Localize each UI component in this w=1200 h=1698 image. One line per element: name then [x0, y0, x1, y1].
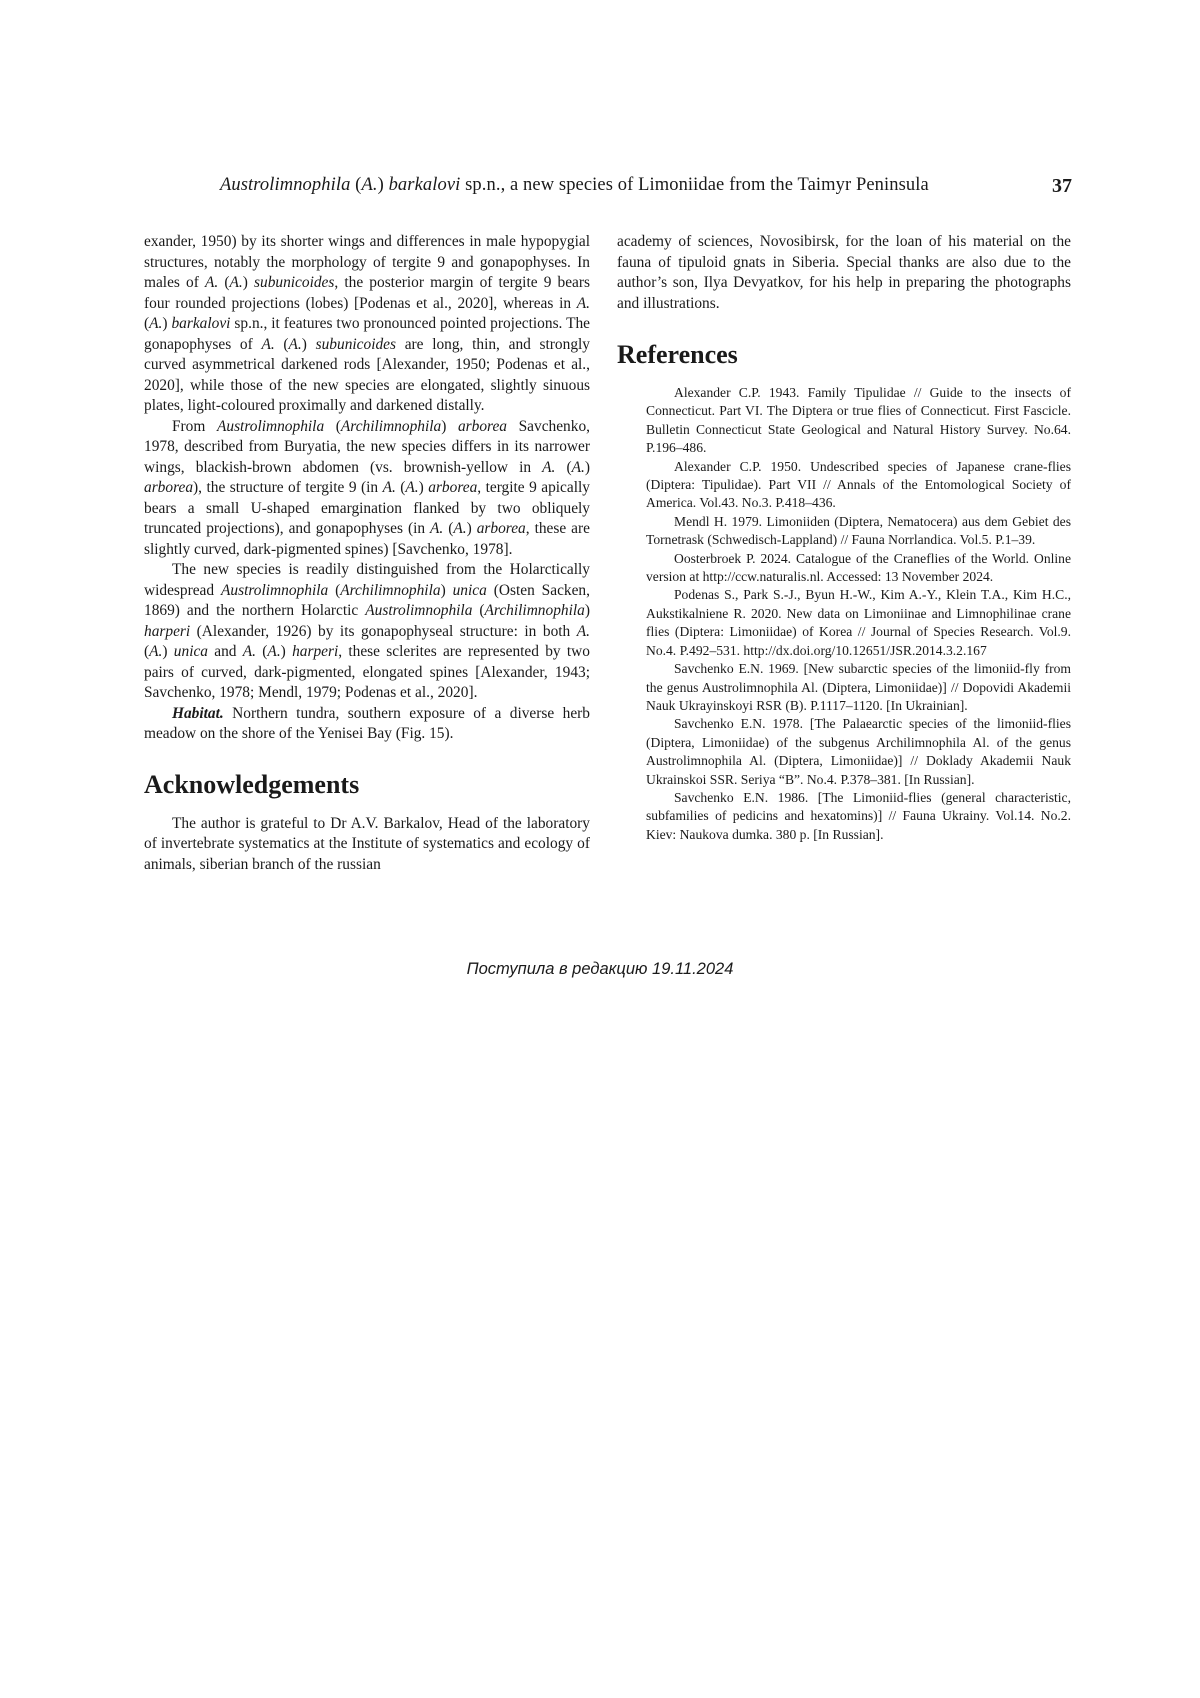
reference-item: Oosterbroek P. 2024. Catalogue of the Craneflies of the World. Online version at http://ccw.naturalis.nl. Accessed: 13 November 2024.	[646, 550, 1071, 585]
reference-item: Alexander C.P. 1943. Family Tipulidae // Guide to the insects of Connecticut. Part VI. The Diptera or true flies of Connecticut. First Fascicle. Bulletin Connecticut State Geological and Natural History Survey. No.64. P.196–486.	[646, 385, 1071, 456]
reference-item: Alexander C.P. 1950. Undescribed species of Japanese crane-flies (Diptera: Tipulidae). Part VII // Annals of the Entomological Society of America. Vol.43. No.3. P.418–436.	[646, 458, 1071, 511]
reference-item: Savchenko E.N. 1969. [New subarctic species of the limoniid-fly from the genus Austrolimnophila Al. (Diptera, Limoniidae)] // Dopovidi Akademii Nauk Ukrayinskoyi RSR (B). P.1117–1120. [In Ukrainian].	[646, 661, 1071, 713]
paragraph-habitat: Habitat. Northern tundra, southern exposure of a diverse herb meadow on the shore of the Yenisei Bay (Fig. 15).	[144, 704, 590, 742]
reference-item: Savchenko E.N. 1986. [The Limoniid-flies (general characteristic, subfamilies of pedicins and hexatomins)] // Fauna Ukrainy. Vol.14. No.2. Kiev: Naukova dumka. 380 p. [In Russian].	[646, 789, 1071, 842]
references-heading: References	[617, 340, 738, 369]
reference-item: Savchenko E.N. 1978. [The Palaearctic species of the limoniid-flies (Diptera, Limoniidae) of the subgenus Archilimnophila Al. of the genus Austrolimnophila Al. (Diptera, Limoniidae)] // Doklady Akademii Nauk Ukrainskoi SSR. Seriya “B”. No.4. P.378–381. [In Russian].	[646, 716, 1071, 787]
acknowledgements-text: The author is grateful to Dr A.V. Barkalov, Head of the laboratory of invertebrate systematics at the Institute of systematics and ecology of animals, siberian branch of the russian	[144, 814, 590, 873]
paragraph-comparison-arborea: From Austrolimnophila (Archilimnophila) arborea Savchenko, 1978, described from Buryatia, the new species differs in its narrower wings, blackish-brown abdomen (vs. brownish-yellow in A. (A.) arborea), the structure of tergite 9 (in A. (A.) arborea, tergite 9 apically bears a small U-shaped emargination flanked by two obliquely truncated projections), and gonapophyses (in A. (A.) arborea, these are slightly curved, dark-pigmented spines) [Savchenko, 1978].	[144, 417, 590, 558]
running-title-rest: sp.n., a new species of Limoniidae from the Taimyr Peninsula	[465, 175, 929, 195]
running-title-species: barkalovi	[388, 175, 461, 195]
reference-item: Podenas S., Park S.-J., Byun H.-W., Kim A.-Y., Klein T.A., Kim H.C., Aukstikalniene R. 2020. New data on Limoniinae and Limnophilinae crane flies (Diptera: Limoniidae) of Korea // Journal of Species Research. Vol.9. No.4. P.492–531. http://dx.doi.org/10.12651/JSR.2014.3.2.167	[646, 587, 1071, 658]
right-column	[617, 232, 1071, 844]
running-title-genus: Austrolimnophila	[220, 175, 351, 195]
running-title-subgenus: A.	[361, 175, 378, 195]
paragraph-comparison-unica-harperi: The new species is readily distinguished from the Holarctically widespread Austrolimnophila (Archilimnophila) unica (Osten Sacken, 1869) and the northern Holarctic Austrolimnophila (Archilimnophila) harperi (Alexander, 1926) by its gonapophyseal structure: in both A. (A.) unica and A. (A.) harperi, these sclerites are represented by two pairs of curved, dark-pigmented, elongated spines [Alexander, 1943; Savchenko, 1978; Mendl, 1979; Podenas et al., 2020].	[144, 561, 590, 701]
acknowledgements-heading: Acknowledgements	[144, 769, 360, 799]
running-header	[144, 175, 1072, 205]
habitat-label: Habitat.	[172, 704, 224, 722]
page-number: 37	[1052, 175, 1072, 197]
running-title: Austrolimnophila (A.) barkalovi sp.n., a new species of Limoniidae from the Taimyr Peninsula	[220, 175, 929, 195]
paragraph-comparison-subunicoides: exander, 1950) by its shorter wings and differences in male hypopygial structures, notably the morphology of tergite 9 and gonapophyses. In males of A. (A.) subunicoides, the posterior margin of tergite 9 bears four rounded projections (lobes) [Podenas et al., 2020], whereas in A. (A.) barkalovi sp.n., it features two pronounced pointed projections. The gonapophyses of A. (A.) subunicoides are long, thin, and strongly curved asymmetrical darkened rods [Alexander, 1950; Podenas et al., 2020], while those of the new species are elongated, slightly sinuous plates, light-coloured proximally and darkened distally.	[144, 233, 590, 414]
reference-item: Mendl H. 1979. Limoniiden (Diptera, Nematocera) aus dem Gebiet des Tornetrask (Schwedisch-Lappland) // Fauna Norrlandica. Vol.5. P.1–39.	[646, 513, 1071, 548]
reference-list	[617, 384, 1071, 844]
received-date: Поступила в редакцию 19.11.2024	[466, 960, 734, 978]
acknowledgements-continuation: academy of sciences, Novosibirsk, for the loan of his material on the fauna of tipuloid gnats in Siberia. Special thanks are also due to the author’s son, Ilya Devyatkov, for his help in preparing the photographs and illustrations.	[617, 233, 1071, 312]
left-column	[144, 232, 590, 875]
